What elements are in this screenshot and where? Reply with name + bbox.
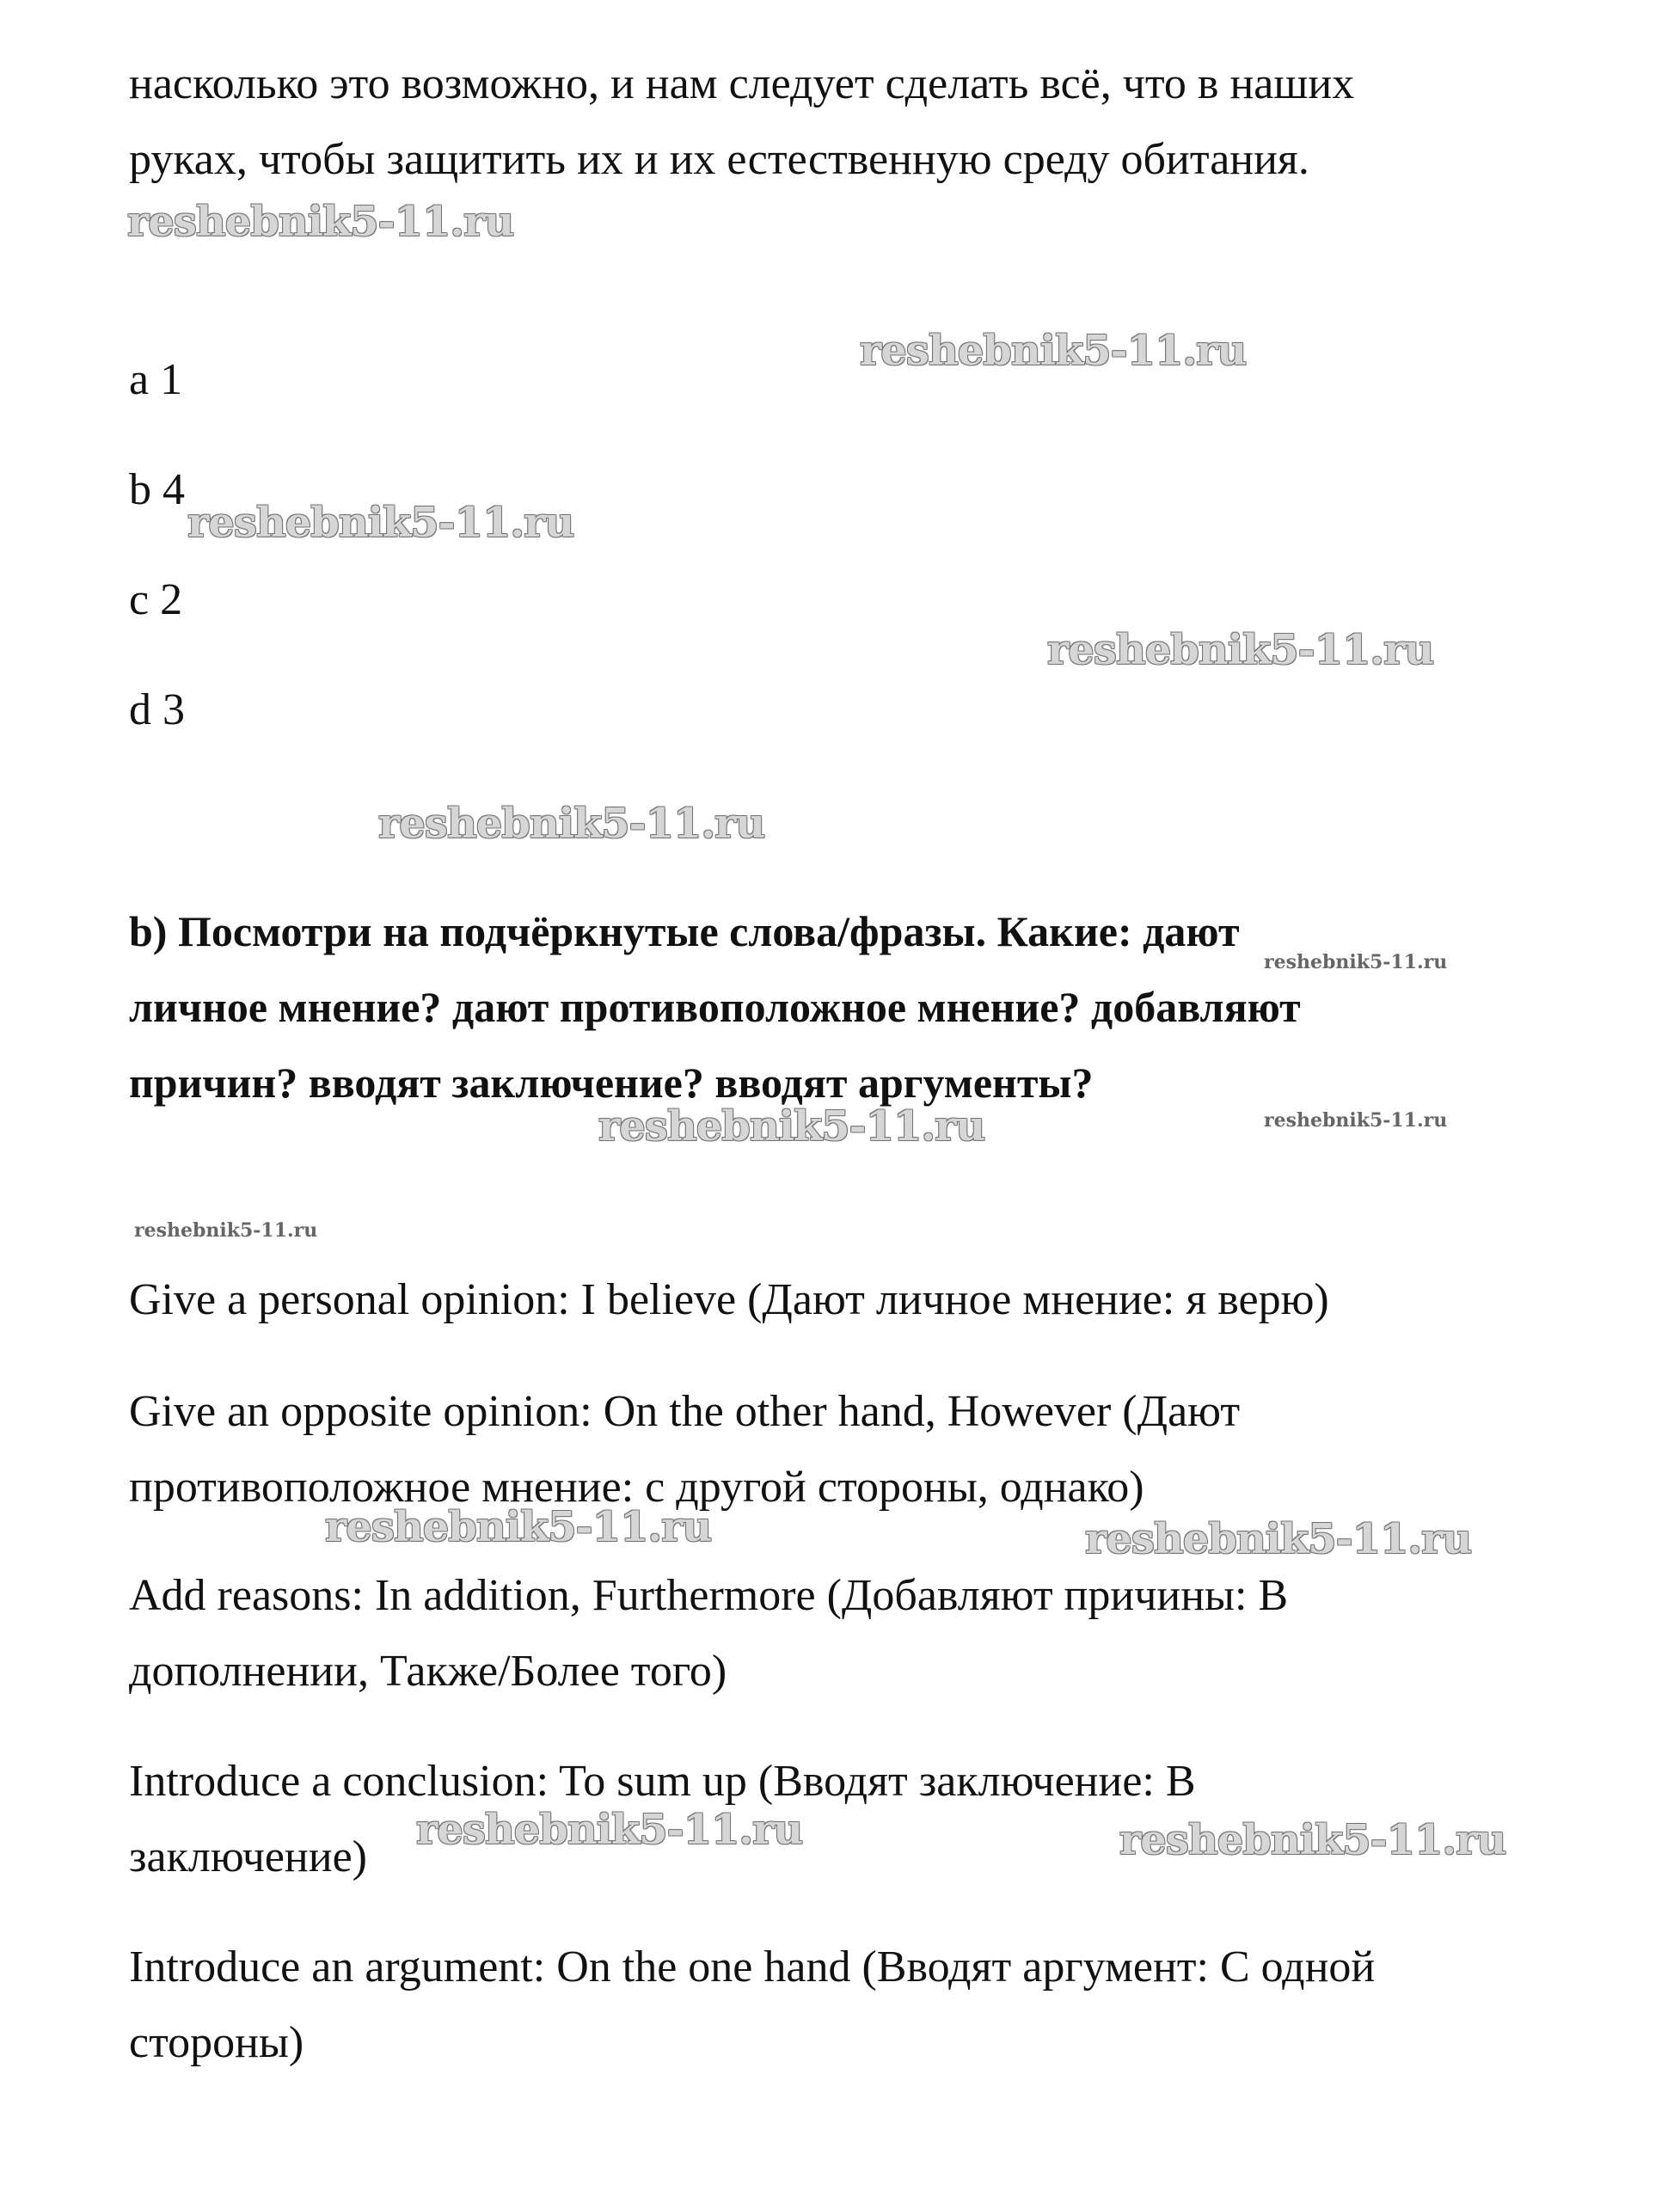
paragraph-top-line-1: насколько это возможно, и нам следует сделать всё, что в наших [129,59,1355,108]
item-add-reasons-line-1: Add reasons: In addition, Furthermore (Добавляют причины: В [129,1571,1289,1620]
watermark: reshebnik5-11.ru [127,198,514,246]
watermark: reshebnik5-11.ru [1119,1816,1506,1864]
watermark: reshebnik5-11.ru [860,327,1247,375]
paragraph-top-line-2: руках, чтобы защитить их и их естественную среду обитания. [129,135,1309,184]
watermark: reshebnik5-11.ru [378,800,765,848]
item-argument-line-2: стороны) [129,2018,304,2067]
watermark: reshebnik5-11.ru [1085,1515,1472,1563]
watermark-small: reshebnik5-11.ru [134,1219,318,1242]
task-b-line-3: причин? вводят заключение? вводят аргументы? [129,1059,1094,1107]
item-opposite-opinion-line-2: противоположное мнение: с другой стороны, однако) [129,1463,1144,1512]
item-personal-opinion: Give a personal opinion: I believe (Дают личное мнение: я верю) [129,1275,1329,1324]
answer-d: d 3 [129,685,185,734]
item-conclusion-line-1: Introduce a conclusion: To sum up (Вводят заключение: В [129,1757,1196,1806]
answer-b: b 4 [129,465,185,514]
watermark: reshebnik5-11.ru [187,499,574,547]
item-opposite-opinion-line-1: Give an opposite opinion: On the other hand, However (Дают [129,1387,1241,1436]
watermark-small: reshebnik5-11.ru [1264,1109,1448,1132]
item-add-reasons-line-2: дополнении, Также/Более того) [129,1647,727,1696]
item-argument-line-1: Introduce an argument: On the one hand (Вводят аргумент: С одной [129,1942,1376,1992]
watermark: reshebnik5-11.ru [416,1806,803,1854]
watermark: reshebnik5-11.ru [325,1503,712,1551]
answer-a: a 1 [129,355,183,404]
watermark: reshebnik5-11.ru [598,1102,985,1151]
answer-c: c 2 [129,575,183,624]
watermark: reshebnik5-11.ru [1047,626,1434,674]
item-conclusion-line-2: заключение) [129,1832,367,1881]
task-b-line-1: b) Посмотри на подчёркнутые слова/фразы. Какие: дают [129,907,1240,955]
task-b-line-2: личное мнение? дают противоположное мнение? добавляют [129,983,1301,1031]
watermark-small: reshebnik5-11.ru [1264,951,1448,973]
